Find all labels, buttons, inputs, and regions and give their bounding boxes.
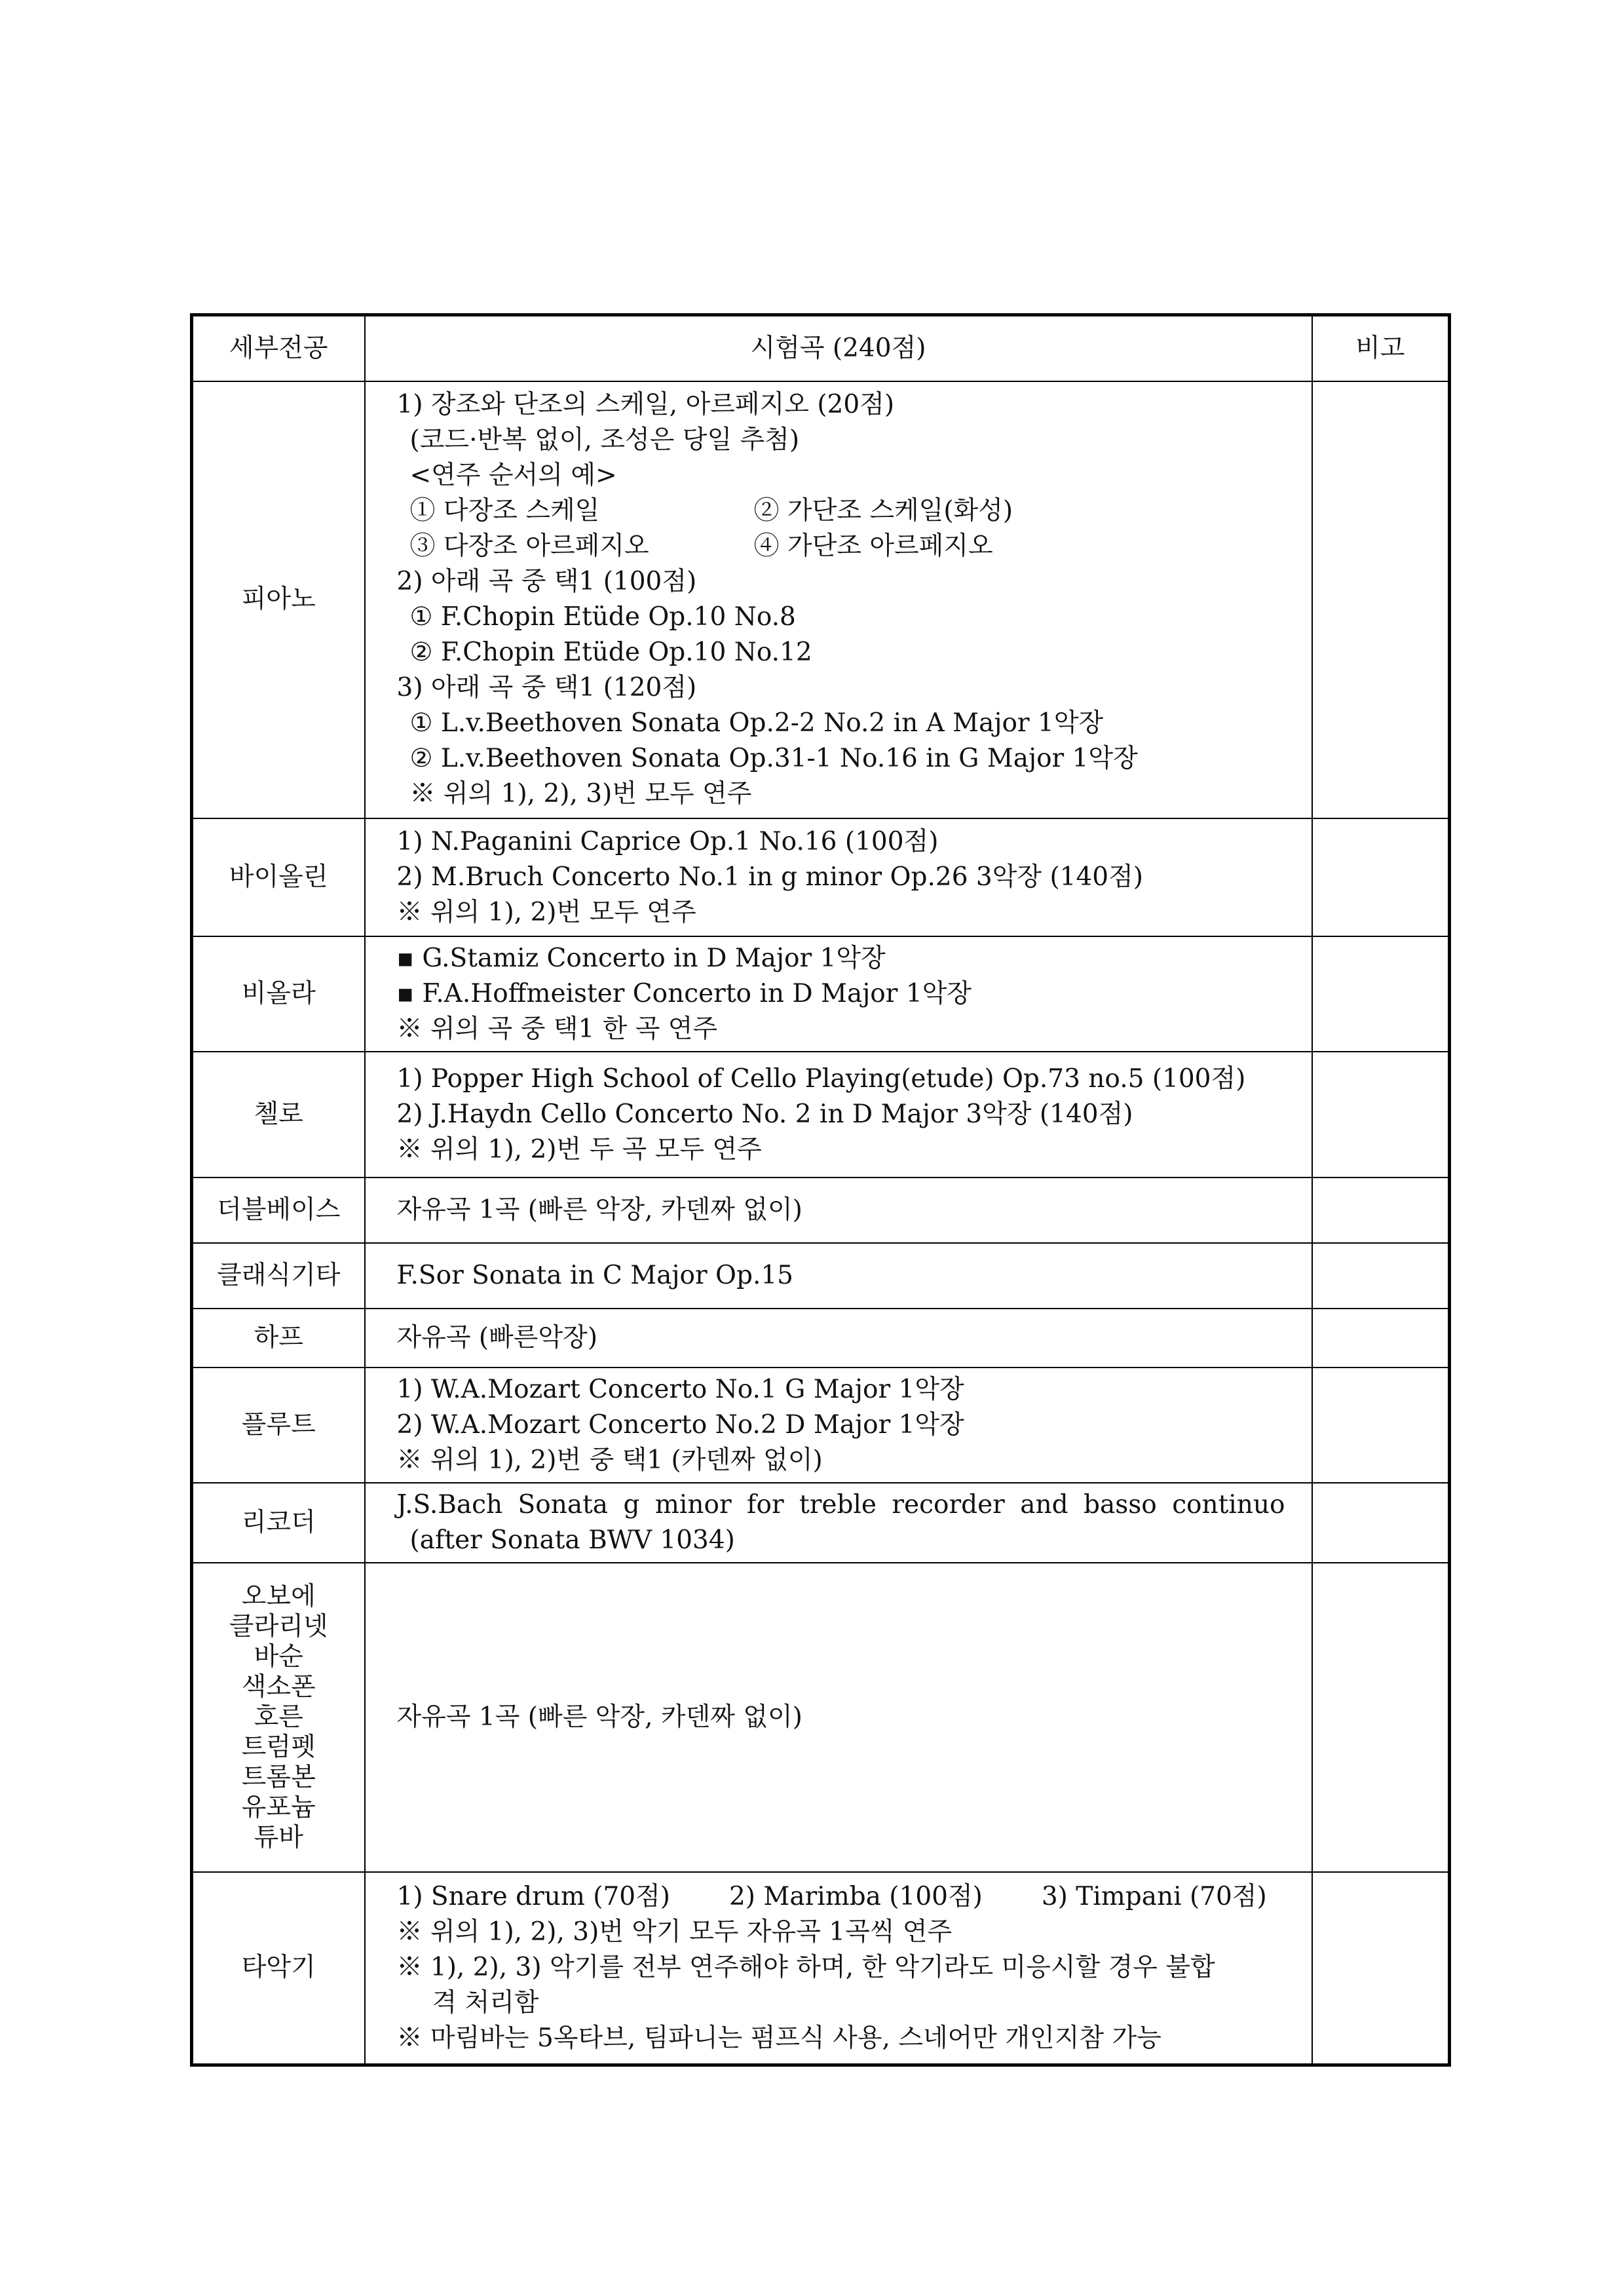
note-recorder [1312,1483,1450,1563]
note-doublebass [1312,1177,1450,1243]
cello-line: ※ 위의 1), 2)번 두 곡 모두 연주 [396,1134,762,1164]
cello-line: 1) Popper High School of Cello Playing(etude) Op.73 no.5 (100점) [396,1063,1246,1094]
note-percussion [1312,1872,1450,2065]
row-violin [192,818,1450,936]
pieces-cello [365,1052,1312,1177]
major-recorder: 리코더 [192,1483,365,1563]
viola-line: ※ 위의 곡 중 택1 한 곡 연주 [396,1014,718,1044]
percussion-line: ※ 마림바는 5옥타브, 팀파니는 펌프식 사용, 스네어만 개인지참 가능 [396,2023,1161,2054]
header-note: 비고 [1312,315,1450,381]
pieces-doublebass [365,1177,1312,1243]
winds-major: 트롬본 [241,1762,316,1792]
piano-line: 1) 장조와 단조의 스케일, 아르페지오 (20점) [396,390,895,419]
note-guitar [1312,1243,1450,1309]
winds-major: 오보에 [241,1581,316,1611]
violin-line: 2) M.Bruch Concerto No.1 in g minor Op.26 3악장 (140점) [396,862,1144,892]
piano-line: 2) 아래 곡 중 택1 (100점) [396,567,697,596]
winds-major: 클라리넷 [229,1611,328,1641]
percussion-line: ※ 1), 2), 3) 악기를 전부 연주해야 하며, 한 악기라도 미응시할 경우 불합 [396,1953,1215,1983]
piano-option: ② 가단조 스케일(화성) [753,496,1013,526]
percussion-item: 3) Timpani (70점) [1041,1882,1267,1912]
pieces-guitar [365,1243,1312,1309]
note-piano [1312,381,1450,818]
piano-line: <연주 순서의 예> [409,461,617,490]
major-viola: 비올라 [192,936,365,1052]
exam-pieces-table [190,313,1451,2067]
row-winds [192,1563,1450,1872]
winds-major: 튜바 [254,1822,303,1852]
header-major: 세부전공 [192,315,365,381]
major-guitar: 클래식기타 [192,1243,365,1309]
note-harp [1312,1309,1450,1368]
percussion-item: 2) Marimba (100점) [728,1882,983,1912]
guitar-line: F.Sor Sonata in C Major Op.15 [396,1260,793,1290]
pieces-violin [365,818,1312,936]
percussion-line [397,1879,1285,1915]
row-recorder [192,1483,1450,1563]
major-cello: 첼로 [192,1052,365,1177]
percussion-item: 1) Snare drum (70점) [396,1882,670,1912]
pieces-recorder [365,1483,1312,1563]
doublebass-line: 자유곡 1곡 (빠른 악장, 카덴짜 없이) [396,1195,803,1225]
major-percussion: 타악기 [192,1872,365,2065]
winds-line: 자유곡 1곡 (빠른 악장, 카덴짜 없이) [396,1702,803,1732]
flute-line: 2) W.A.Mozart Concerto No.2 D Major 1악장 [396,1409,964,1440]
recorder-line: (after Sonata BWV 1034) [409,1525,735,1555]
percussion-line: ※ 위의 1), 2), 3)번 악기 모두 자유곡 1곡씩 연주 [396,1917,953,1947]
pieces-flute [365,1368,1312,1483]
piano-line: 3) 아래 곡 중 택1 (120점) [396,673,697,702]
piano-line: ② F.Chopin Etüde Op.10 No.12 [409,638,812,667]
viola-line: ▪ F.A.Hoffmeister Concerto in D Major 1악장 [396,978,972,1008]
row-harp [192,1309,1450,1368]
violin-line: 1) N.Paganini Caprice Op.1 No.16 (100점) [396,826,939,856]
major-harp: 하프 [192,1309,365,1368]
header-row [192,315,1450,381]
major-flute: 플루트 [192,1368,365,1483]
major-doublebass: 더블베이스 [192,1177,365,1243]
pieces-percussion [365,1872,1312,2065]
major-violin: 바이올린 [192,818,365,936]
piano-line [397,529,1285,564]
row-percussion [192,1872,1450,2065]
piano-line: ※ 위의 1), 2), 3)번 모두 연주 [409,779,752,809]
note-flute [1312,1368,1450,1483]
header-pieces: 시험곡 (240점) [365,315,1312,381]
piano-option: ④ 가단조 아르페지오 [753,531,993,561]
row-viola [192,936,1450,1052]
percussion-line: 격 처리함 [432,1988,539,2018]
pieces-viola [365,936,1312,1052]
major-piano: 피아노 [192,381,365,818]
pieces-harp [365,1309,1312,1368]
row-piano [192,381,1450,818]
row-doublebass [192,1177,1450,1243]
note-viola [1312,936,1450,1052]
row-cello [192,1052,1450,1177]
pieces-piano [365,381,1312,818]
harp-line: 자유곡 (빠른악장) [396,1322,598,1352]
cello-line: 2) J.Haydn Cello Concerto No. 2 in D Major 3악장 (140점) [396,1099,1133,1129]
piano-option: ③ 다장조 아르페지오 [409,531,649,561]
major-winds [192,1563,365,1872]
note-violin [1312,818,1450,936]
flute-line: 1) W.A.Mozart Concerto No.1 G Major 1악장 [396,1374,964,1404]
winds-major: 호른 [254,1702,303,1732]
violin-line: ※ 위의 1), 2)번 모두 연주 [396,897,696,927]
flute-line: ※ 위의 1), 2)번 중 택1 (카덴짜 없이) [396,1445,823,1475]
piano-line: (코드·반복 없이, 조성은 당일 추첨) [409,425,800,455]
winds-major: 트럼펫 [241,1732,316,1762]
pieces-winds [365,1563,1312,1872]
note-cello [1312,1052,1450,1177]
note-winds [1312,1563,1450,1872]
viola-line: ▪ G.Stamiz Concerto in D Major 1악장 [396,943,886,973]
piano-option: ① 다장조 스케일 [409,496,600,526]
piano-line: ① F.Chopin Etüde Op.10 No.8 [409,602,796,632]
piano-line: ② L.v.Beethoven Sonata Op.31-1 No.16 in G Major 1악장 [409,744,1138,773]
winds-major: 유포늄 [241,1792,316,1822]
row-flute [192,1368,1450,1483]
piano-line [397,493,1285,529]
winds-major: 색소폰 [241,1672,316,1702]
piano-line: ① L.v.Beethoven Sonata Op.2-2 No.2 in A Major 1악장 [409,708,1104,738]
recorder-line: J.S.Bach Sonata g minor for treble recorder and basso continuo [396,1489,1285,1520]
winds-major: 바순 [254,1641,303,1672]
row-guitar [192,1243,1450,1309]
